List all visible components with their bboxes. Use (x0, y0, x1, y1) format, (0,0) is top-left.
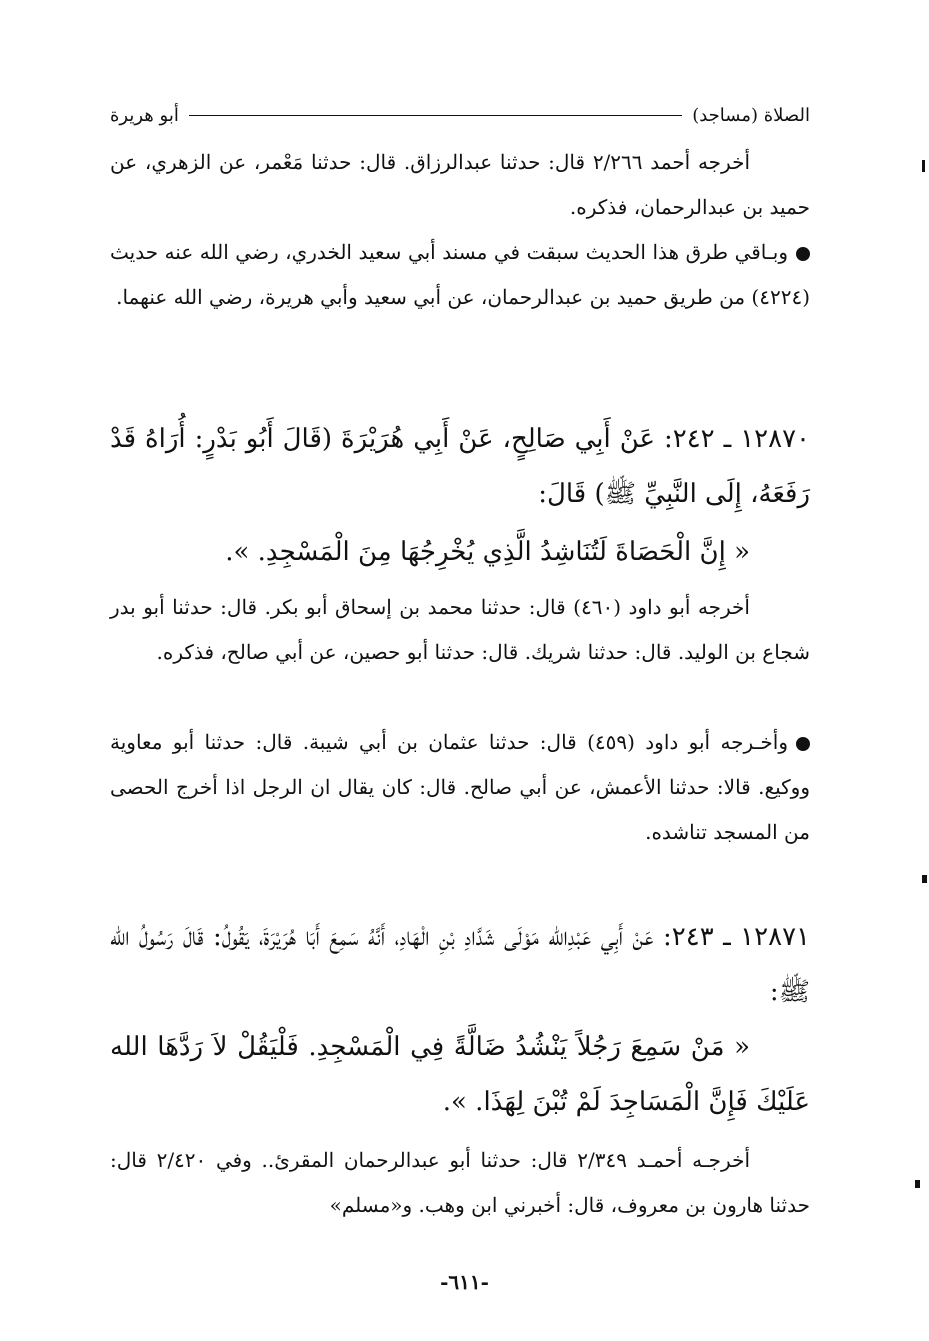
hadith-12870-takhrij-1 (110, 585, 810, 675)
scan-mark (922, 160, 925, 172)
hadith-12870-intro (110, 412, 810, 522)
header-chapter-title: الصلاة (مساجد) (692, 104, 810, 126)
header-narrator: أبو هريرة (110, 104, 179, 126)
takhrij-text-2: وبـاقي طرق هذا الحديث سبقت في مسند أبي سعيد الخدري، رضي الله عنه حديث (٤٢٢٤) من طريق حميد بن عبدالرحمان، عن أبي سعيد وأبي هريرة، رضي الله عنهما. (110, 240, 810, 309)
hadith-12870-takhrij-2 (110, 720, 810, 855)
scan-mark (922, 875, 927, 883)
hadith-matn-text: « مَنْ سَمِعَ رَجُلاً يَنْشُدُ ضَالَّةً فِي الْمَسْجِدِ. فَلْيَقُلْ لاَ رَدَّهَا الله عَلَيْكَ فَإِنَّ الْمَسَاجِدَ لَمْ تُبْنَ لِهَذَا. ». (110, 1032, 810, 1117)
running-header (110, 100, 810, 130)
takhrij-abu-dawud-459: وأخـرجه أبو داود (٤٥٩) قال: حدثنا عثمان بن أبي شيبة. قال: حدثنا أبو معاوية ووكيع. قالا: حدثنا الأعمش، عن أبي صالح. قال: كان يقال ان الرجل اذا أخرج الحصى من المسجد تناشده. (110, 730, 810, 844)
header-rule (189, 115, 682, 116)
hadith-intro-text: ١٢٨٧١ ـ ٢٤٣: عَنْ أَبِي عَبْدِالله مَوْلَى شَدَّادِ بْنِ الْهَادِ، أَنَّهُ سَمِعَ أَبَا هُرَيْرَةَ، يَقُولُ: قَالَ رَسُولُ الله ﷺ: (110, 922, 810, 1007)
hadith-12870-text (110, 525, 810, 580)
hadith-matn-text: « إِنَّ الْحَصَاةَ لَتُنَاشِدُ الَّذِي يُخْرِجُهَا مِنَ الْمَسْجِدِ. ». (225, 537, 750, 567)
scan-mark (915, 1180, 920, 1188)
bullet-icon (796, 737, 810, 751)
hadith-12871-text (110, 1020, 810, 1130)
bullet-icon (796, 247, 810, 261)
takhrij-text-1: أخرجه أحمد ٢/٢٦٦ قال: حدثنا عبدالرزاق. قال: حدثنا مَعْمر، عن الزهري، عن حميد بن عبدالرحمان، فذكره. (110, 150, 810, 219)
takhrij-paragraph-2 (110, 230, 810, 320)
hadith-12871-intro (110, 910, 810, 1020)
takhrij-abu-dawud-460: أخرجه أبو داود (٤٦٠) قال: حدثنا محمد بن إسحاق أبو بكر. قال: حدثنا أبو بدر شجاع بن الوليد. قال: حدثنا شريك. قال: حدثنا أبو حصين، عن أبي صالح، فذكره. (110, 595, 810, 664)
hadith-intro-text: ١٢٨٧٠ ـ ٢٤٢: عَنْ أَبِي صَالِحٍ، عَنْ أَبِي هُرَيْرَةَ (قَالَ أَبُو بَدْرٍ: أُرَاهُ قَدْ رَفَعَهُ، إِلَى النَّبِيِّ ﷺ) قَالَ: (110, 424, 811, 509)
page-number: -٦١١- (440, 1270, 489, 1294)
takhrij-ahmad-349: أخرجـه أحمـد ٢/٣٤٩ قال: حدثنا أبو عبدالرحمان المقرئ.. وفي ٢/٤٢٠ قال: حدثنا هارون بن معروف، قال: أخبرني ابن وهب. و«مسلم» (110, 1148, 810, 1217)
hadith-12871-takhrij (110, 1138, 810, 1228)
takhrij-paragraph-1 (110, 140, 810, 230)
